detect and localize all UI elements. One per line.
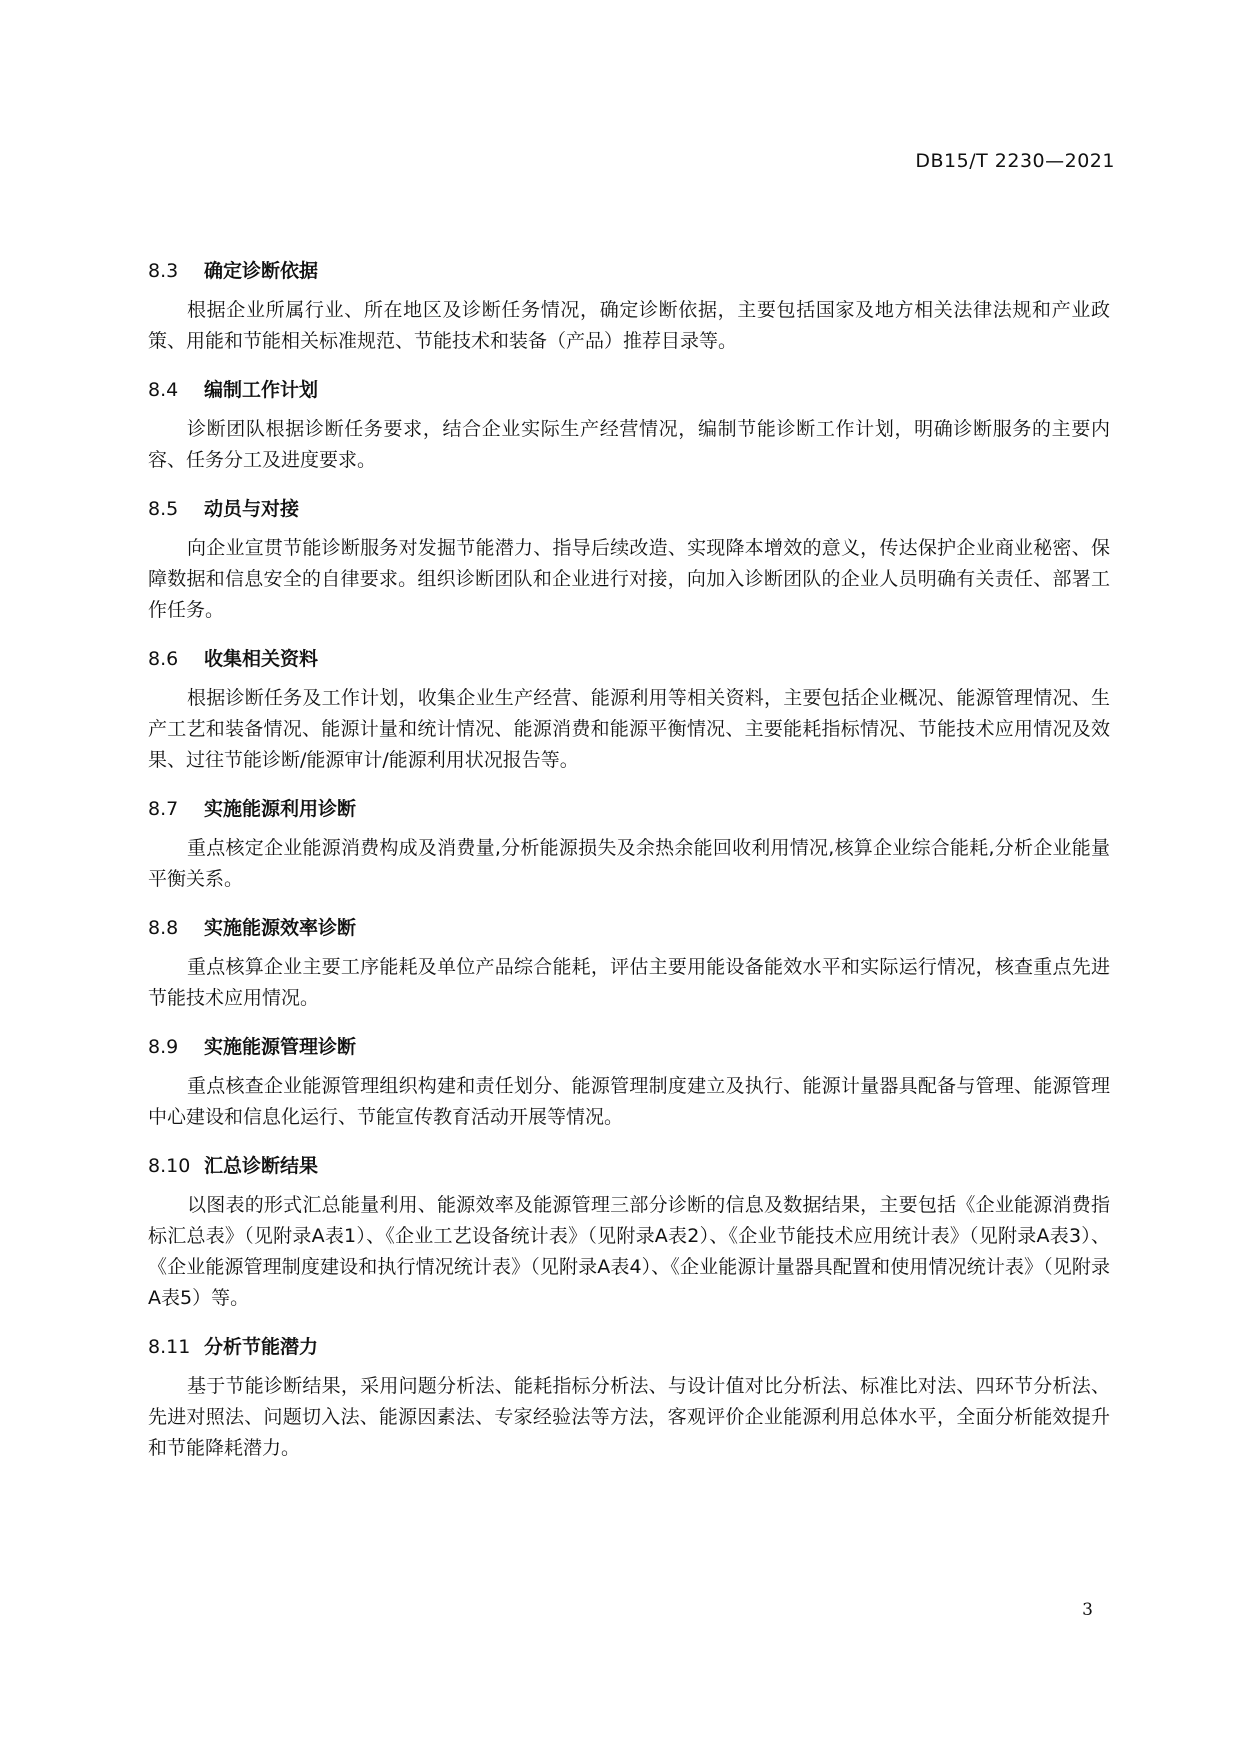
section-heading bbox=[148, 1032, 1110, 1063]
section-8-3 bbox=[148, 256, 1110, 357]
section-body: 向企业宣贯节能诊断服务对发掘节能潜力、指导后续改造、实现降本增效的意义，传达保护企业商业秘密、保障数据和信息安全的自律要求。组织诊断团队和企业进行对接，向加入诊断团队的企业人员明确有关责任、部署工作任务。 bbox=[148, 537, 1110, 621]
section-heading bbox=[148, 644, 1110, 675]
section-number: 8.6 bbox=[148, 648, 179, 670]
section-body: 以图表的形式汇总能量利用、能源效率及能源管理三部分诊断的信息及数据结果，主要包括《企业能源消费指标汇总表》（见附录A表1）、《企业工艺设备统计表》（见附录A表2）、《企业节能技术应用统计表》（见附录A表3）、《企业能源管理制度建设和执行情况统计表》（见附录A表4）、《企业能源计量器具配置和使用情况统计表》（见附录A表5）等。 bbox=[148, 1194, 1110, 1309]
section-heading bbox=[148, 1151, 1110, 1182]
section-number: 8.10 bbox=[148, 1155, 191, 1177]
section-number: 8.3 bbox=[148, 260, 179, 282]
section-title: 分析节能潜力 bbox=[204, 1336, 319, 1358]
section-body: 根据诊断任务及工作计划，收集企业生产经营、能源利用等相关资料，主要包括企业概况、能源管理情况、生产工艺和装备情况、能源计量和统计情况、能源消费和能源平衡情况、主要能耗指标情况、节能技术应用情况及效果、过往节能诊断/能源审计/能源利用状况报告等。 bbox=[148, 687, 1110, 771]
section-body: 重点核定企业能源消费构成及消费量,分析能源损失及余热余能回收利用情况,核算企业综合能耗,分析企业能量平衡关系。 bbox=[148, 837, 1110, 890]
section-8-8 bbox=[148, 913, 1110, 1014]
section-body: 基于节能诊断结果，采用问题分析法、能耗指标分析法、与设计值对比分析法、标准比对法、四环节分析法、先进对照法、问题切入法、能源因素法、专家经验法等方法，客观评价企业能源利用总体水平，全面分析能效提升和节能降耗潜力。 bbox=[148, 1375, 1110, 1459]
section-title: 汇总诊断结果 bbox=[204, 1155, 319, 1177]
section-8-11 bbox=[148, 1332, 1110, 1464]
section-heading bbox=[148, 494, 1110, 525]
page-number: 3 bbox=[1082, 1600, 1093, 1620]
section-8-5 bbox=[148, 494, 1110, 626]
section-heading bbox=[148, 913, 1110, 944]
section-body: 重点核算企业主要工序能耗及单位产品综合能耗，评估主要用能设备能效水平和实际运行情况，核查重点先进节能技术应用情况。 bbox=[148, 956, 1110, 1009]
section-number: 8.11 bbox=[148, 1336, 191, 1358]
section-heading bbox=[148, 375, 1110, 406]
section-title: 实施能源效率诊断 bbox=[204, 917, 357, 939]
document-content bbox=[148, 256, 1110, 1482]
section-8-10 bbox=[148, 1151, 1110, 1314]
section-heading bbox=[148, 794, 1110, 825]
document-code: DB15/T 2230—2021 bbox=[915, 150, 1115, 172]
section-8-9 bbox=[148, 1032, 1110, 1133]
section-body: 重点核查企业能源管理组织构建和责任划分、能源管理制度建立及执行、能源计量器具配备与管理、能源管理中心建设和信息化运行、节能宣传教育活动开展等情况。 bbox=[148, 1075, 1110, 1128]
section-number: 8.8 bbox=[148, 917, 179, 939]
section-number: 8.4 bbox=[148, 379, 179, 401]
section-title: 收集相关资料 bbox=[204, 648, 319, 670]
section-title: 编制工作计划 bbox=[204, 379, 319, 401]
section-number: 8.9 bbox=[148, 1036, 179, 1058]
section-number: 8.5 bbox=[148, 498, 179, 520]
section-heading bbox=[148, 1332, 1110, 1363]
section-8-6 bbox=[148, 644, 1110, 776]
section-body: 根据企业所属行业、所在地区及诊断任务情况，确定诊断依据，主要包括国家及地方相关法律法规和产业政策、用能和节能相关标准规范、节能技术和装备（产品）推荐目录等。 bbox=[148, 299, 1110, 352]
section-title: 动员与对接 bbox=[204, 498, 300, 520]
section-8-7 bbox=[148, 794, 1110, 895]
section-8-4 bbox=[148, 375, 1110, 476]
section-title: 实施能源利用诊断 bbox=[204, 798, 357, 820]
section-title: 实施能源管理诊断 bbox=[204, 1036, 357, 1058]
section-number: 8.7 bbox=[148, 798, 179, 820]
section-title: 确定诊断依据 bbox=[204, 260, 319, 282]
section-heading bbox=[148, 256, 1110, 287]
section-body: 诊断团队根据诊断任务要求，结合企业实际生产经营情况，编制节能诊断工作计划，明确诊断服务的主要内容、任务分工及进度要求。 bbox=[148, 418, 1110, 471]
